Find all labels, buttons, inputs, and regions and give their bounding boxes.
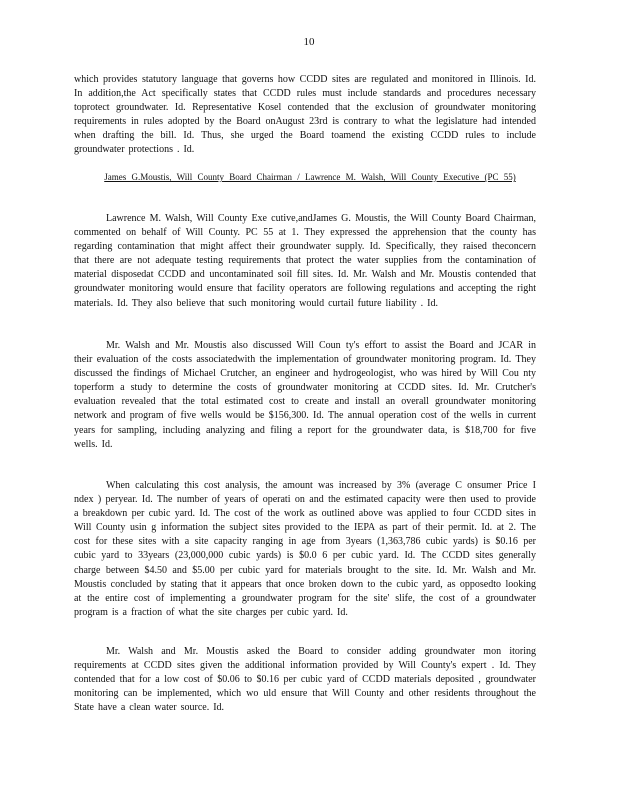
- section-heading-will-county: James G.Moustis, Will County Board Chairman / Lawrence M. Walsh, Will County Executive (PC 55): [104, 172, 516, 182]
- paragraph-will-county-comments: Lawrence M. Walsh, Will County Exe cutive,andJames G. Moustis, the Will County Board Chairman, commented on behalf of Will County. PC 55 at 1. They expressed the apprehension that the county has regarding contamination that might affect their groundwater supply. Id. Specifically, they raised theconcern that there are not adequate testing requirements that protect the water supplies from the contamination of material disposedat CCDD and uncontaminated soil fill sites. Id. Mr. Walsh and Mr. Moustis contended that groundwater monitoring would ensure that facility operators are following regulations and accepting the right materials. Id. They also believe that such monitoring would curtail future liability . Id.: [74, 213, 536, 309]
- page-number: 10: [303, 36, 315, 48]
- paragraph-cost-analysis: When calculating this cost analysis, the amount was increased by 3% (average C onsumer Price I ndex ) peryear. Id. The number of years of operati on and the estimated capacity were then used to provide a breakdown per cubic yard. Id. The cost of the work as outlined above was applied to four CCDD sites in Will County usin g information the subject sites provided to the IEPA as part of their permit. Id. at 2. The cost for these sites with a site capacity ranging in age from 3years (1,363,786 cubic yards) is $0.16 per cubic yard to 33years (23,000,000 cubic yards) is $0.0 6 per cubic yard. Id. The CCDD sites generally charge between $4.50 and $5.00 per cubic yard for materials brought to the site. Id. Mr. Walsh and Mr. Moustis concluded by stating that it appears that once broken down to the cubic yard, as opposedto looking at the entire cost of implementing a groundwater program for the site' slife, the cost of a groundwater program is a fraction of what the site charges per cubic yard. Id.: [74, 480, 536, 618]
- paragraph-board-request: Mr. Walsh and Mr. Moustis asked the Board to consider adding groundwater mon itoring requirements at CCDD sites given the additional information provided by Will County's expert . Id. They contended that for a low cost of $0.06 to $0.16 per cubic yard of CCDD materials deposited , groundwater monitoring can be implemented, which wo uld ensure that Will County and other residents throughout the State have a clean water source. Id.: [74, 646, 536, 714]
- paragraph-representative-kosel: which provides statutory language that governs how CCDD sites are regulated and monitored in Illinois. Id. In addition,the Act specifically states that CCDD rules must include standards and procedures necessary toprotect groundwater. Id. Representative Kosel contended that the exclusion of groundwater monitoring requirements in rules adopted by the Board onAugust 23rd is contrary to what the legislature had intended when drafting the bill. Id. Thus, she urged the Board toamend the existing CCDD rules to include groundwater protections . Id.: [74, 74, 536, 156]
- paragraph-cost-evaluation: Mr. Walsh and Mr. Moustis also discussed Will Coun ty's effort to assist the Board and JCAR in their evaluation of the costs associatedwith the implementation of groundwater monitoring program. Id. They discussed the findings of Michael Crutcher, an engineer and hydrogeologist, who was hired by Will Cou nty toperform a study to determine the costs of groundwater monitoring at CCDD sites. Id. Mr. Crutcher's evaluation revealed that the total estimated cost to create and install an overall groundwater monitoring network and program of five wells would be $156,300. Id. The annual operation cost of the wells in current years for sampling, including analyzing and filing a report for the groundwater data, is $18,700 for five wells. Id.: [74, 340, 536, 450]
